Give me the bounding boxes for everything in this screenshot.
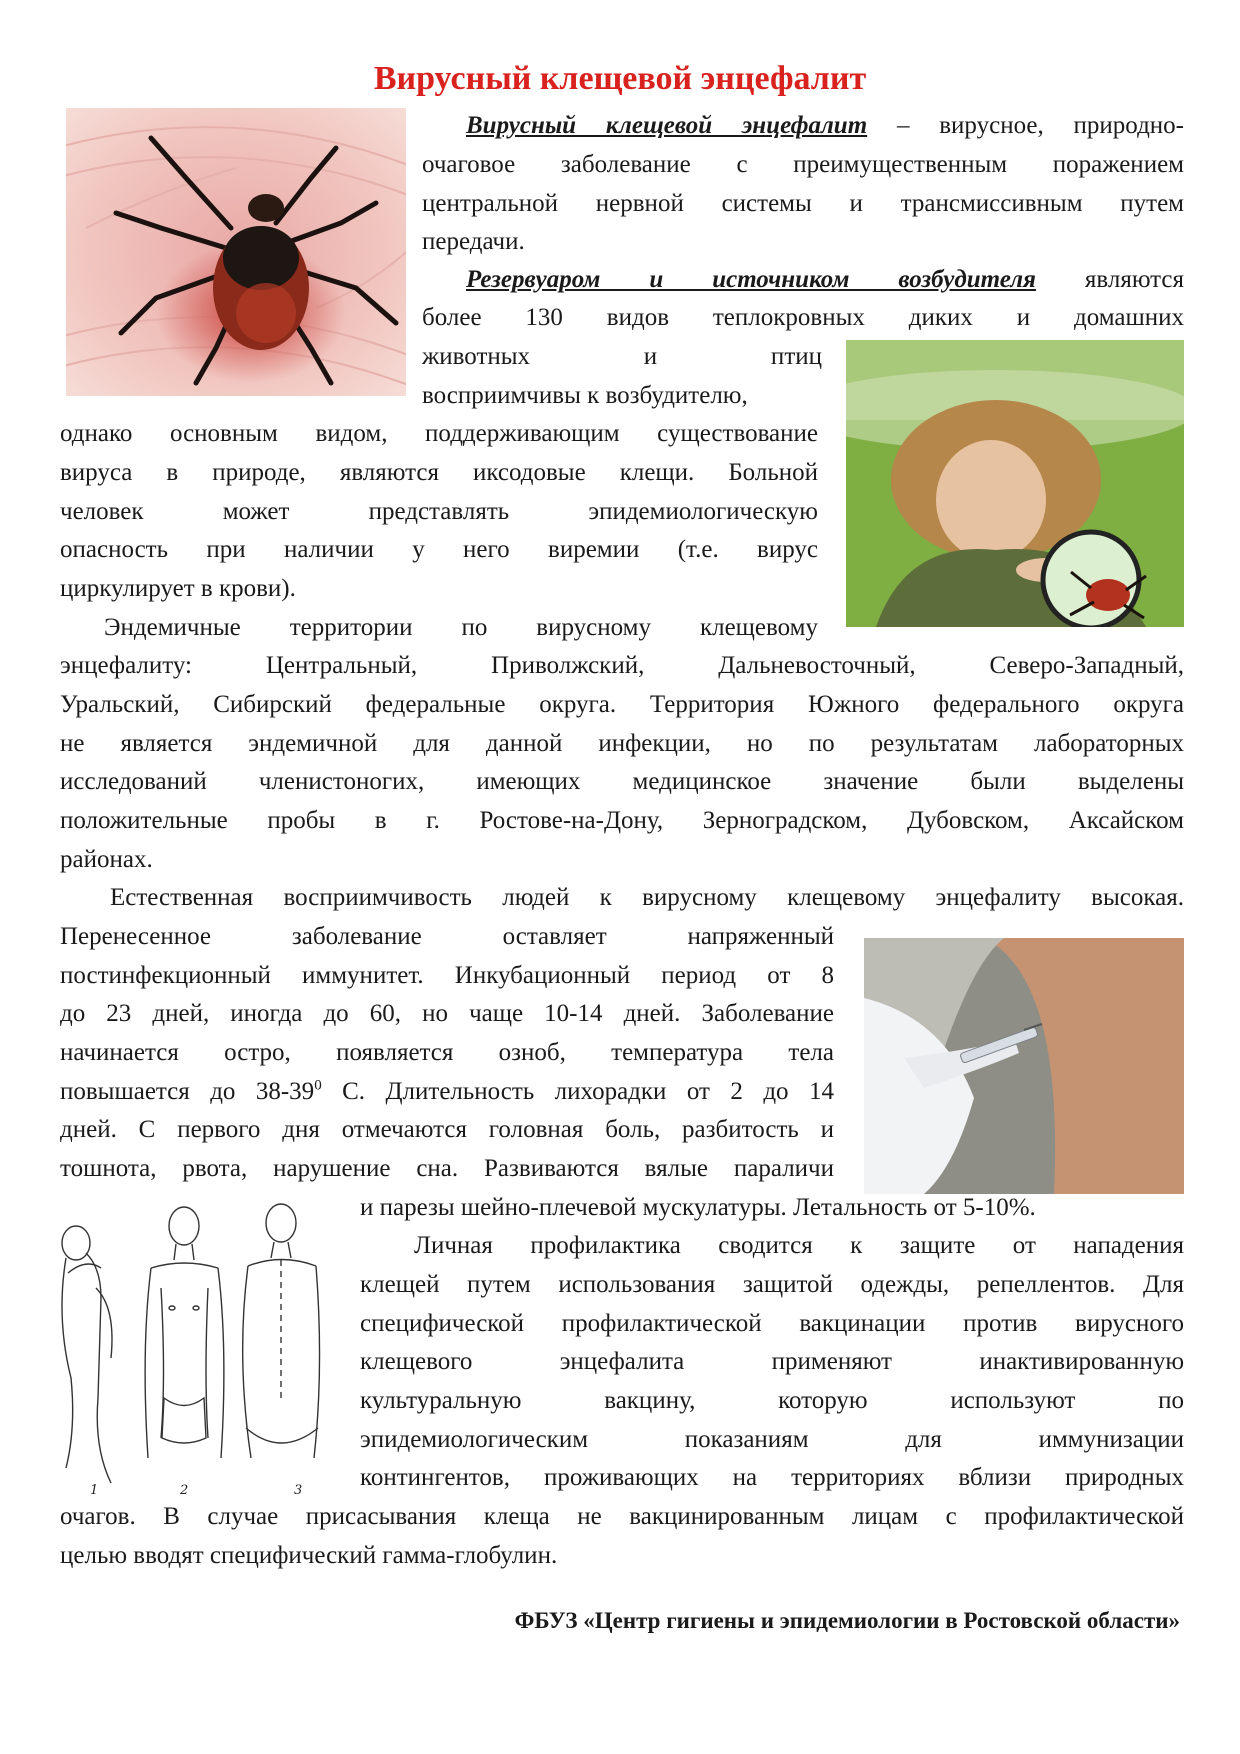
endemic-line-2: энцефалиту: Центральный, Приволжский, Дальневосточный, Северо-Западный, xyxy=(60,652,1184,679)
endemic-line-6: положительные пробы в г. Ростове-на-Дону, Зерноградском, Дубовском, Аксайском xyxy=(60,807,1184,834)
clinical-line-8: тошнота, рвота, нарушение сна. Развиваются вялые параличи xyxy=(60,1155,834,1182)
reservoir-line-3: животных и птиц xyxy=(422,343,822,370)
prevention-line-6: эпидемиологическим показаниям для иммунизации xyxy=(360,1426,1184,1453)
vaccination-photo xyxy=(864,938,1184,1194)
prevention-line-3: специфической профилактической вакцинации против вирусного xyxy=(360,1310,1184,1337)
intro-line-3: центральной нервной системы и трансмиссивным путем xyxy=(422,190,1184,217)
endemic-line-5: исследований членистоногих, имеющих медицинское значение были выделены xyxy=(60,768,1184,795)
intro-line-2: очаговое заболевание с преимущественным поражением xyxy=(422,151,1184,178)
clinical-line-2: Перенесенное заболевание оставляет напряженный xyxy=(60,923,834,950)
reservoir-line-8: опасность при наличии у него виремии (т.е. вирус xyxy=(60,536,818,563)
reservoir-line-6: вируса в природе, являются иксодовые клещи. Больной xyxy=(60,459,818,486)
clinical-line-6: повышается до $38-39^0$ С. Длительность лихорадки от 2 до 14 xyxy=(60,1077,835,1105)
prevention-line-7: контингентов, проживающих на территориях вблизи природных xyxy=(360,1464,1184,1491)
reservoir-line-2: более 130 видов теплокровных диких и домашних xyxy=(422,304,1184,331)
endemic-line-1: Эндемичные территории по вирусному клещевому xyxy=(104,614,818,641)
reservoir-line-1: Резервуаром и источником возбудителя являются xyxy=(466,266,1184,293)
prevention-line-5: культуральную вакцину, которую используют по xyxy=(360,1387,1184,1414)
clinical-line-7: дней. С первого дня отмечаются головная боль, разбитость и xyxy=(60,1116,834,1143)
reservoir-line-7: человек может представлять эпидемиологическую xyxy=(60,498,818,525)
prevention-line-4: клещевого энцефалита применяют инактивированную xyxy=(360,1348,1184,1375)
footer-organization: ФБУЗ «Центр гигиены и эпидемиологии в Ростовской области» xyxy=(514,1608,1180,1633)
paralysis-sketches xyxy=(56,1198,326,1504)
figure-label-2: 2 xyxy=(180,1483,189,1498)
child-with-magnifier-photo xyxy=(846,340,1184,627)
prevention-line-1: Личная профилактика сводится к защите от нападения xyxy=(414,1232,1184,1259)
reservoir-term: Резервуаром и источником возбудителя xyxy=(466,266,1036,293)
intro-line-4: передачи. xyxy=(422,228,525,255)
clinical-line-4: до 23 дней, иногда до 60, но чаще 10-14 дней. Заболевание xyxy=(60,1000,834,1027)
intro-line-1: Вирусный клещевой энцефалит – вирусное, природно- xyxy=(466,112,1184,139)
reservoir-line-4: восприимчивы к возбудителю, xyxy=(422,382,748,409)
endemic-line-3: Уральский, Сибирский федеральные округа. Территория Южного федерального округа xyxy=(60,691,1184,718)
clinical-line-3: постинфекционный иммунитет. Инкубационный период от 8 xyxy=(60,962,834,989)
reservoir-line-5: однако основным видом, поддерживающим существование xyxy=(60,420,818,447)
clinical-line-1: Естественная восприимчивость людей к вирусному клещевому энцефалиту высокая. xyxy=(110,884,1184,911)
prevention-line-8: очагов. В случае присасывания клеща не вакцинированным лицам с профилактической xyxy=(60,1503,1184,1530)
figure-label-3: 3 xyxy=(294,1483,303,1498)
endemic-line-7: районах. xyxy=(60,846,153,873)
prevention-line-2: клещей путем использования защитой одежды, репеллентов. Для xyxy=(360,1271,1184,1298)
clinical-line-5: начинается остро, появляется озноб, температура тела xyxy=(60,1039,834,1066)
intro-term: Вирусный клещевой энцефалит xyxy=(466,112,868,139)
reservoir-line-9: циркулирует в крови). xyxy=(60,575,296,602)
page-title: Вирусный клещевой энцефалит xyxy=(373,60,867,97)
clinical-line-9: и парезы шейно-плечевой мускулатуры. Летальность от 5-10%. xyxy=(360,1194,1036,1221)
figure-label-1: 1 xyxy=(90,1483,99,1498)
endemic-line-4: не является эндемичной для данной инфекции, но по результатам лабораторных xyxy=(60,730,1184,757)
prevention-line-9: целью вводят специфический гамма-глобулин. xyxy=(60,1542,558,1569)
tick-photo xyxy=(66,108,406,396)
